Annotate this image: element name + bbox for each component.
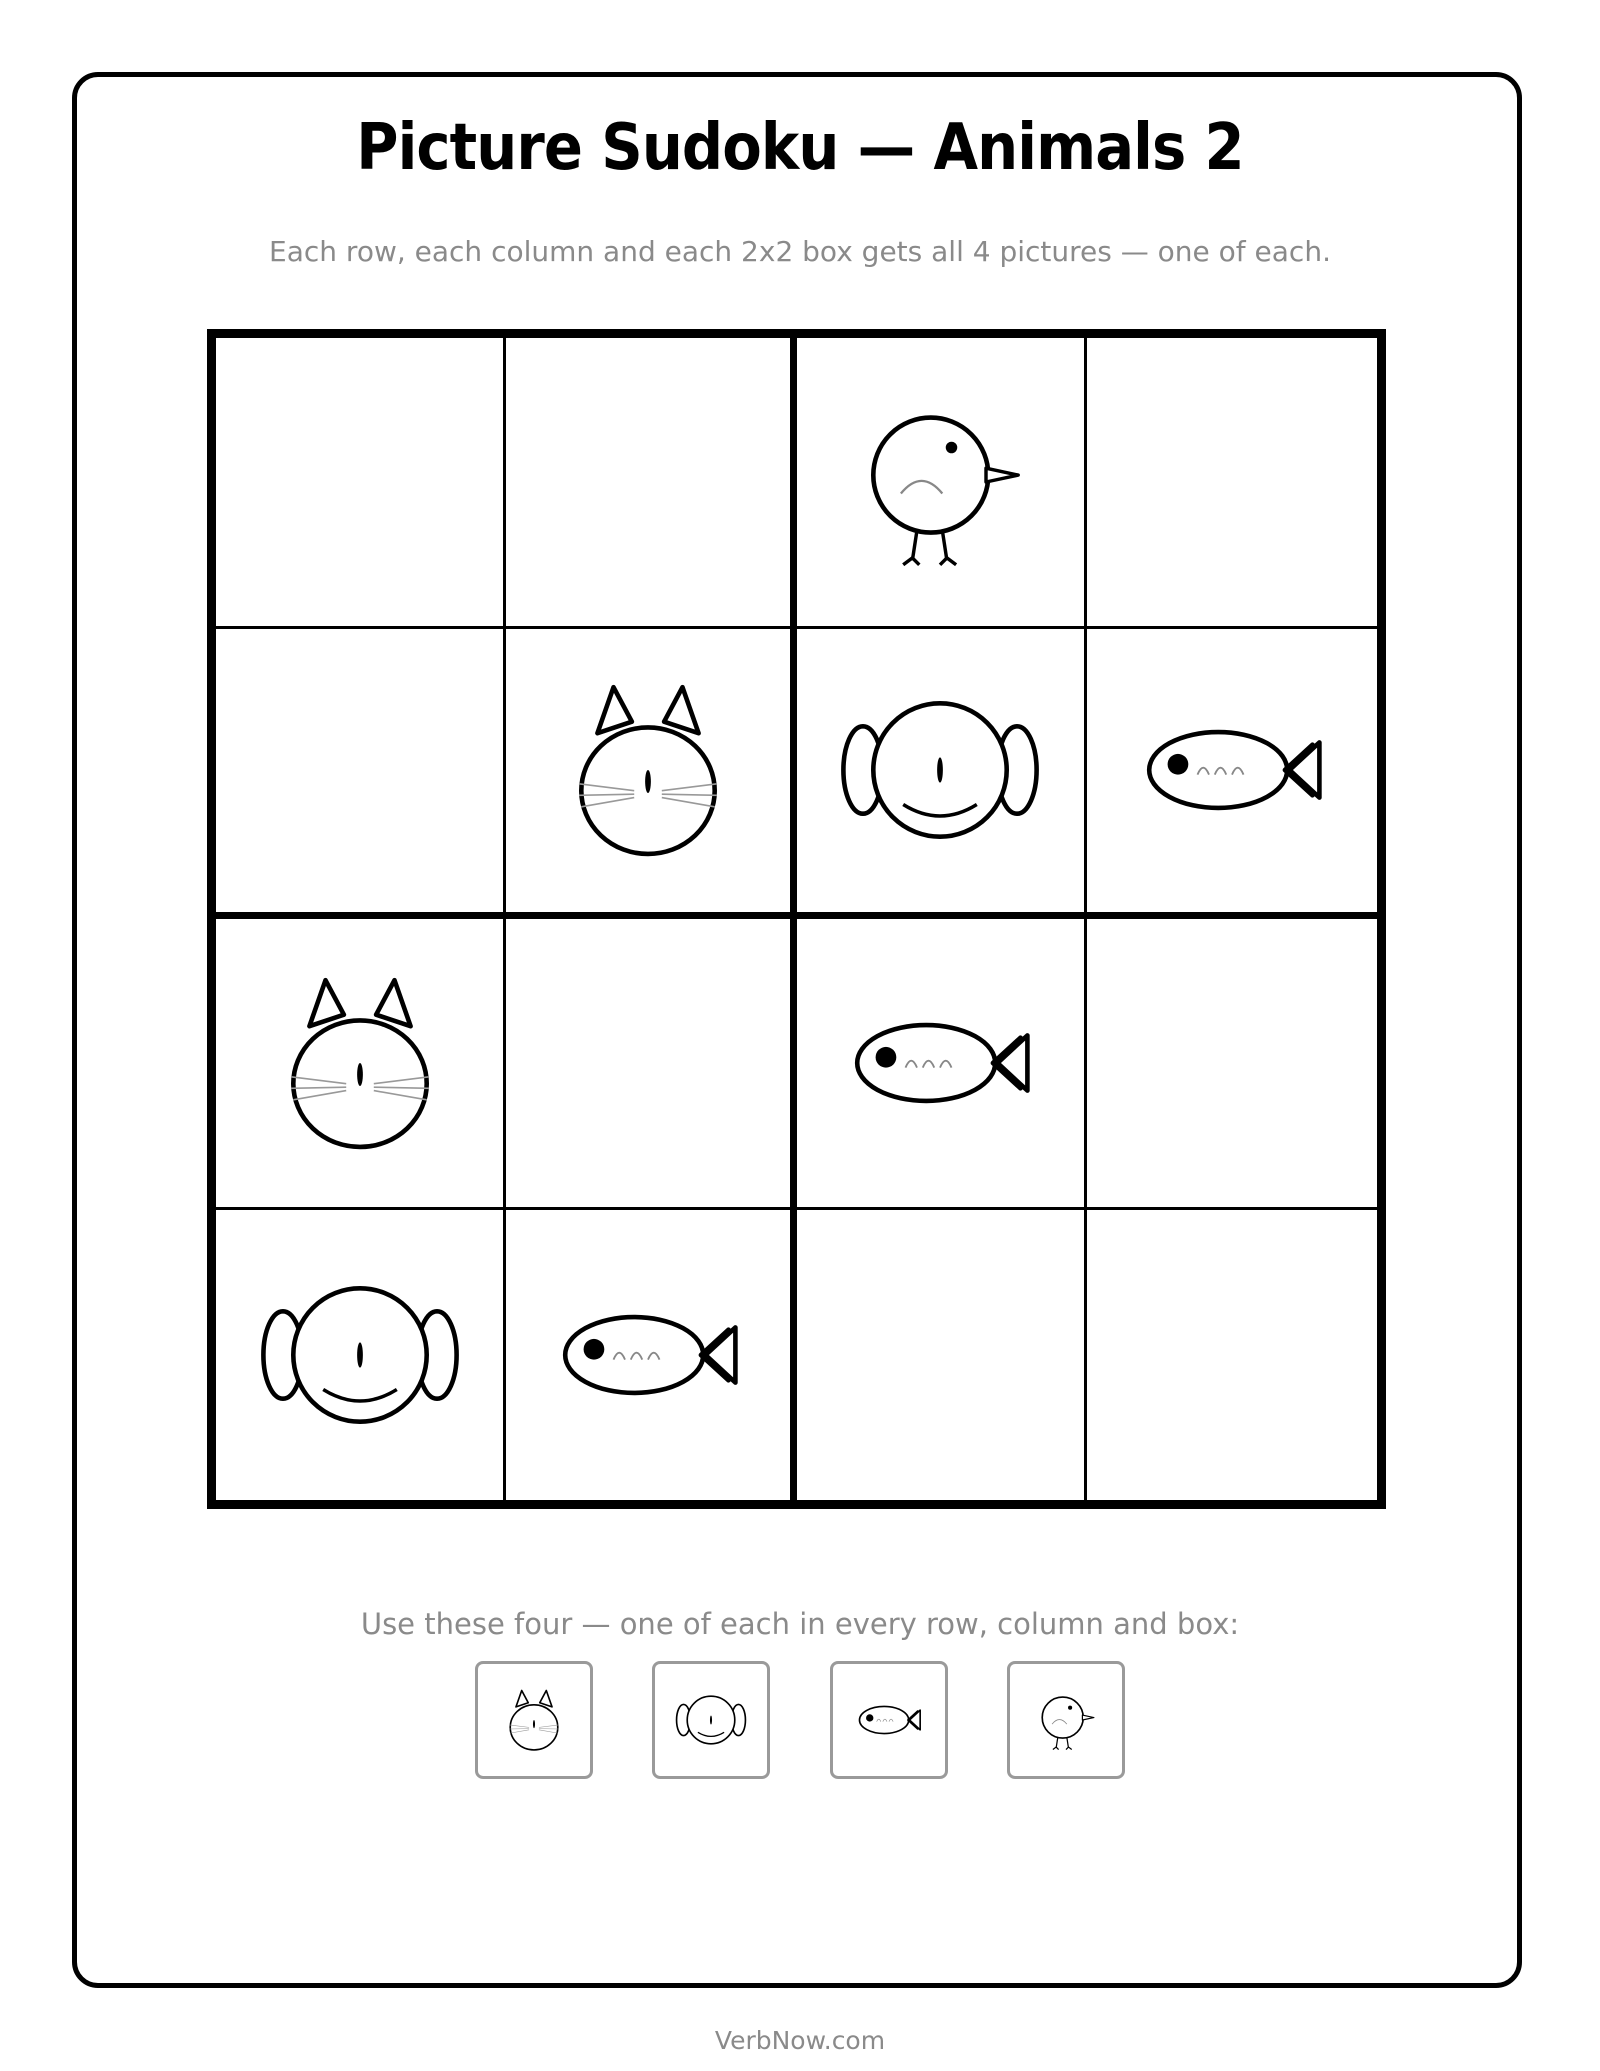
grid-cell-r3c4 [1087, 919, 1377, 1210]
cat-icon [533, 655, 763, 885]
fish-icon [825, 948, 1055, 1178]
instructions: Each row, each column and each 2x2 box gets all 4 pictures — one of each. [269, 235, 1331, 268]
grid-cell-r4c2 [506, 1210, 796, 1501]
legend-tile-cat [475, 1661, 593, 1779]
site-footer: VerbNow.com [714, 2026, 886, 2055]
grid-cell-r4c1 [216, 1210, 506, 1501]
chick-icon [1025, 1679, 1107, 1761]
legend-tile-monkey [652, 1661, 770, 1779]
grid-cell-r1c2 [506, 338, 796, 629]
sudoku-grid [207, 329, 1386, 1509]
fish-icon [848, 1679, 930, 1761]
page-title: Picture Sudoku — Animals 2 [356, 111, 1244, 185]
cat-icon [245, 948, 475, 1178]
grid-cell-r4c3 [797, 1210, 1087, 1501]
grid-cell-r1c3 [797, 338, 1087, 629]
cat-icon [493, 1679, 575, 1761]
legend-label: Use these four — one of each in every row, column and box: [360, 1607, 1240, 1641]
fish-icon [533, 1240, 763, 1470]
grid-cell-r3c2 [506, 919, 796, 1210]
grid-cell-r3c3 [797, 919, 1087, 1210]
grid-cell-r3c1 [216, 919, 506, 1210]
grid-cell-r1c4 [1087, 338, 1377, 629]
grid-cell-r1c1 [216, 338, 506, 629]
grid-cell-r4c4 [1087, 1210, 1377, 1501]
grid-cell-r2c2 [506, 629, 796, 920]
monkey-icon [670, 1679, 752, 1761]
fish-icon [1117, 655, 1347, 885]
legend-tile-chick [1007, 1661, 1125, 1779]
grid-cell-r2c3 [797, 629, 1087, 920]
monkey-icon [825, 655, 1055, 885]
monkey-icon [245, 1240, 475, 1470]
picture-legend [475, 1661, 1125, 1781]
chick-icon [825, 367, 1055, 597]
legend-tile-fish [830, 1661, 948, 1779]
grid-cell-r2c4 [1087, 629, 1377, 920]
grid-cell-r2c1 [216, 629, 506, 920]
